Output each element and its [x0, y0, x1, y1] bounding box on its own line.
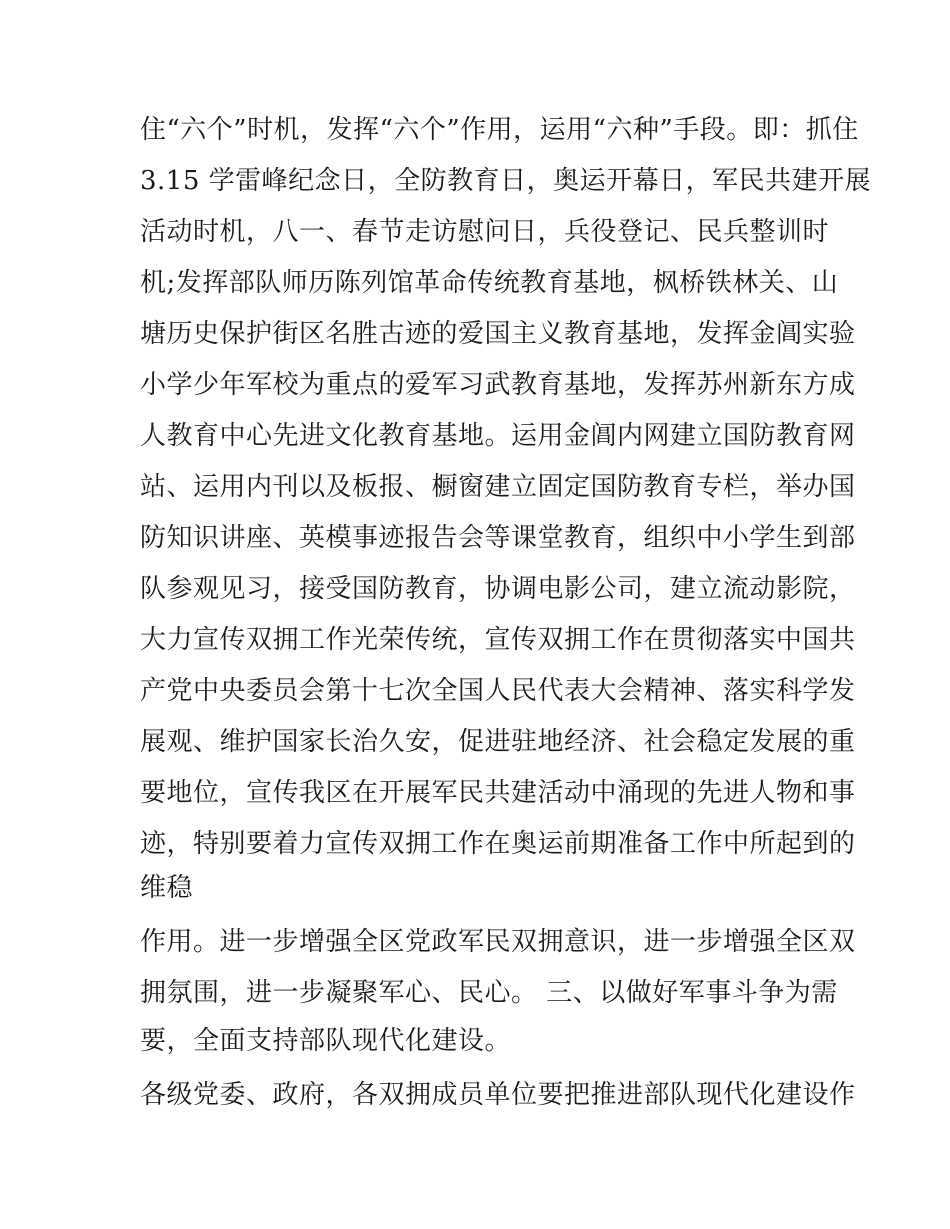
text-line: 迹，特别要着力宣传双拥工作在奥运前期准备工作中所起到的 [140, 829, 856, 859]
text-line: 人教育中心先进文化教育基地。运用金阊内网建立国防教育网 [140, 421, 856, 451]
text-line: 队参观见习，接受国防教育，协调电影公司，建立流动影院， [140, 574, 856, 604]
text-line: 机;发挥部队师历陈列馆革命传统教育基地，枫桥铁林关、山 [140, 268, 839, 298]
text-line: 拥氛围，进一步凝聚军心、民心。 三、以做好军事斗争为需 [140, 978, 838, 1008]
text-line: 活动时机，八一、春节走访慰问日，兵役登记、民兵整训时 [140, 217, 830, 247]
text-line: 维稳 [140, 873, 194, 903]
text-line: 作用。进一步增强全区党政军民双拥意识，进一步增强全区双 [140, 927, 856, 957]
text-line: 站、运用内刊以及板报、橱窗建立固定国防教育专栏，举办国 [140, 472, 856, 502]
text-line: 住“六个”时机，发挥“六个”作用，运用“六种”手段。即：抓住 [140, 115, 859, 145]
text-line: 塘历史保护街区名胜古迹的爱国主义教育基地，发挥金阊实验 [140, 319, 856, 349]
text-line: 产党中央委员会第十七次全国人民代表大会精神、落实科学发 [140, 676, 856, 706]
text-line: 3.15 学雷峰纪念日，全防教育日，奥运开幕日，军民共建开展 [140, 166, 872, 196]
text-line: 各级党委、政府，各双拥成员单位要把推进部队现代化建设作 [140, 1080, 856, 1110]
text-line: 要地位，宣传我区在开展军民共建活动中涌现的先进人物和事 [140, 778, 856, 808]
text-line: 要，全面支持部队现代化建设。 [140, 1026, 512, 1056]
text-line: 大力宣传双拥工作光荣传统，宣传双拥工作在贯彻落实中国共 [140, 625, 856, 655]
text-line: 防知识讲座、英模事迹报告会等课堂教育，组织中小学生到部 [140, 523, 856, 553]
text-line: 小学少年军校为重点的爱军习武教育基地，发挥苏州新东方成 [140, 370, 856, 400]
text-line: 展观、维护国家长治久安，促进驻地经济、社会稳定发展的重 [140, 727, 856, 757]
